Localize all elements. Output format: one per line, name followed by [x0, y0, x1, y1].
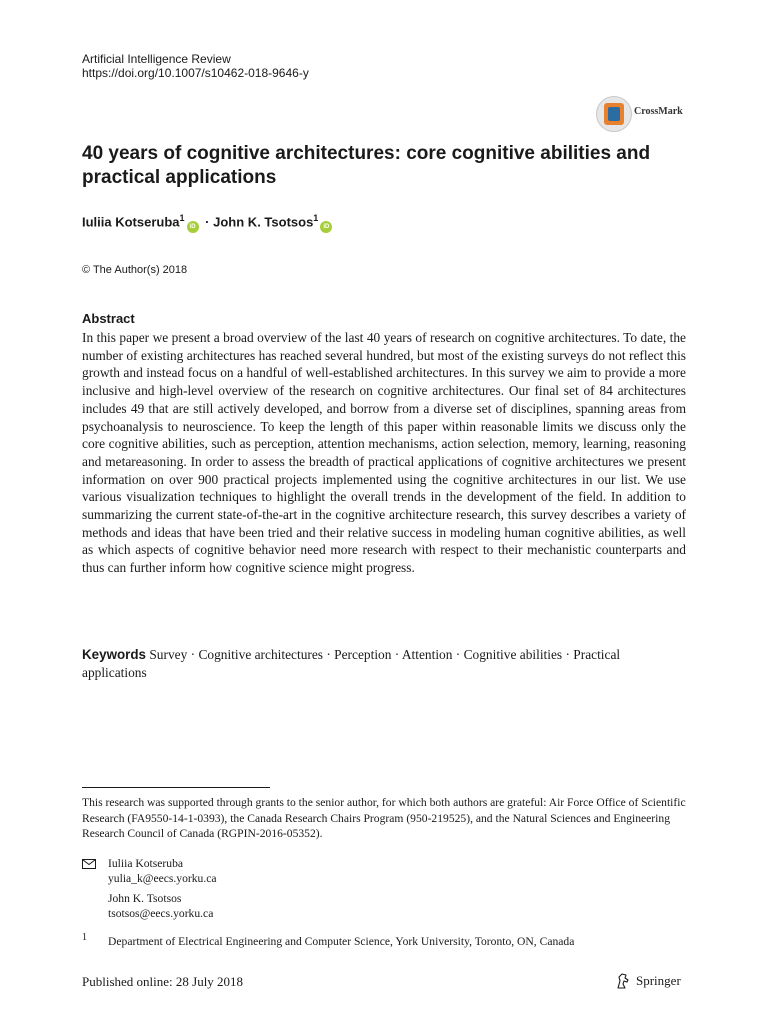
keywords-label: Keywords	[82, 647, 146, 662]
affiliation-text: Department of Electrical Engineering and Computer Science, York University, Toronto, ON, Canada	[108, 935, 575, 948]
footnote-divider	[82, 787, 270, 788]
author-affiliation-marker: 1	[179, 213, 185, 223]
crossmark-label: CrossMark	[634, 106, 683, 117]
springer-label: Springer	[636, 973, 681, 988]
crossmark-badge[interactable]	[596, 96, 716, 132]
author-separator: ·	[205, 214, 210, 230]
copyright-notice: © The Author(s) 2018	[82, 264, 188, 276]
contact-email[interactable]: yulia_k@eecs.yorku.ca	[108, 872, 217, 885]
author-list	[82, 209, 335, 233]
affiliation-number: 1	[82, 932, 87, 943]
author-affiliation-marker: 1	[313, 213, 319, 223]
keywords-section	[82, 646, 682, 682]
paper-title: 40 years of cognitive architectures: core cognitive abilities and practical applications	[82, 143, 651, 188]
contact-email[interactable]: tsotsos@eecs.yorku.ca	[108, 907, 214, 920]
published-date: Published online: 28 July 2018	[82, 974, 244, 989]
contact-name: Iuliia Kotseruba	[108, 857, 184, 870]
author-name: Iuliia Kotseruba	[82, 214, 180, 230]
orcid-icon[interactable]: iD	[320, 221, 332, 233]
abstract-heading: Abstract	[82, 311, 135, 326]
doi-link[interactable]: https://doi.org/10.1007/s10462-018-9646-y	[82, 66, 309, 80]
springer-horse-icon	[614, 972, 632, 990]
crossmark-icon	[596, 96, 632, 132]
funding-note: This research was supported through grants to the senior author, for which both authors are grateful: Air Force Office of Scientific Research (FA9550-14-1-0393), the Canada Research Chairs Program (950-219525), and the Natural Sciences and Engineering Research Council of Canada (RGPIN-2016-05352).	[82, 796, 686, 841]
mail-icon	[82, 859, 96, 869]
keywords-text: Survey · Cognitive architectures · Perception · Attention · Cognitive abilities · Practical applications	[82, 647, 621, 680]
author-name: John K. Tsotsos	[213, 214, 314, 230]
contact-name: John K. Tsotsos	[108, 892, 182, 905]
orcid-icon[interactable]: iD	[187, 221, 199, 233]
abstract-text: In this paper we present a broad overview of the last 40 years of research on cognitive architectures. To date, the number of existing architectures has reached several hundred, but most of the existing surveys do not reflect this growth and instead focus on a handful of well-established architectures. In this survey we aim to provide a more inclusive and high-level overview of the research on cognitive architectures. Our final set of 84 architectures includes 49 that are still actively developed, and borrow from a diverse set of disciplines, spanning areas from psychoanalysis to neuroscience. To keep the length of this paper within reasonable limits we discuss only the core cognitive abilities, such as perception, attention mechanisms, action selection, memory, learning, reasoning and metareasoning. In order to assess the breadth of practical applications of cognitive architectures we present information on over 900 practical projects implemented using the cognitive architectures in our list. We use various visualization techniques to highlight the overall trends in the development of the field. In addition to summarizing the current state-of-the-art in the cognitive architecture research, this survey describes a variety of methods and ideas that have been tried and their relative success in modeling human cognitive abilities, as well as which aspects of cognitive behavior need more research with respect to their mechanistic counterparts and thus can further inform how cognitive science might progress.	[82, 330, 686, 576]
journal-name: Artificial Intelligence Review	[82, 52, 231, 66]
